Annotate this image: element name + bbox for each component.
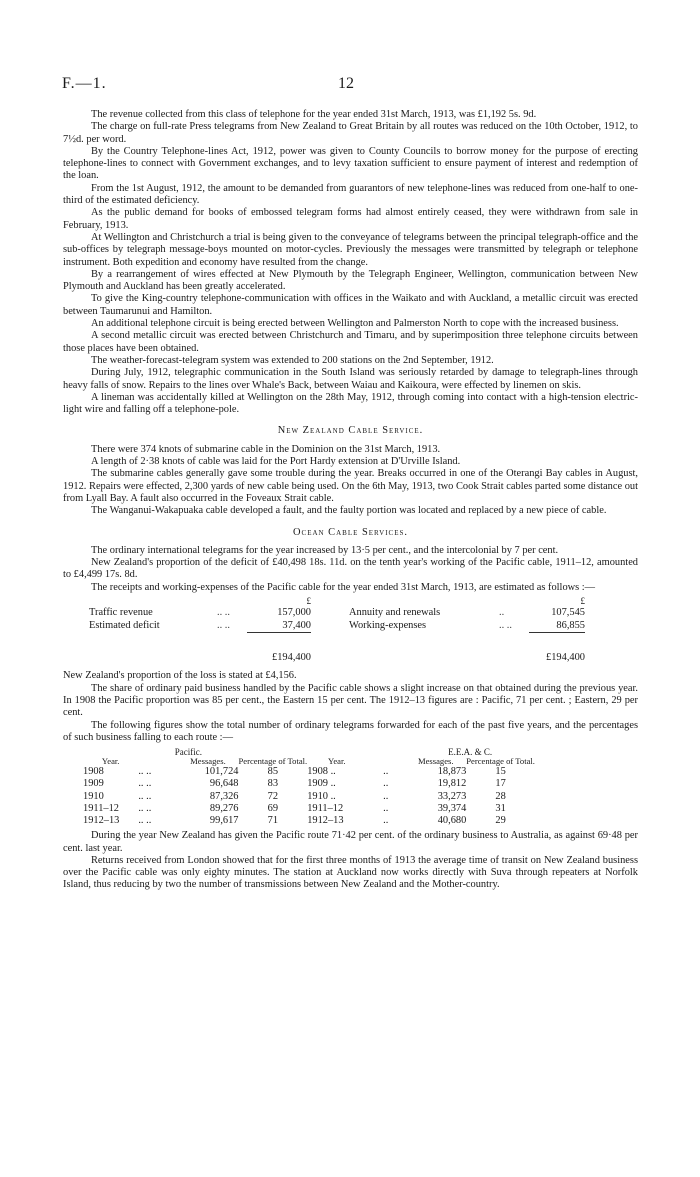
paragraph: The receipts and working-expenses of the Pacific cable for the year ended 31st March, 1913, are estimated as follows :— bbox=[91, 581, 596, 593]
percentage-cell: 28 bbox=[495, 790, 506, 802]
table-row bbox=[83, 778, 648, 790]
percentage-cell: 31 bbox=[495, 802, 506, 814]
column-header-percentage: Percentage of Total. bbox=[238, 756, 308, 767]
paragraph: Returns received from London showed that for the first three months of 1913 the average time of transit on New Zealand business over the Pacific cable was only eighty minutes. The station at Auckland now works directly with Suva through repeaters at Norfolk Island, thus reducing by two the number of transmissions between New Zealand and the Mother-country. bbox=[63, 854, 638, 891]
year-cell: 1912–13 bbox=[83, 815, 120, 827]
table-row bbox=[89, 607, 635, 620]
paragraph: The weather-forecast-telegram system was extended to 200 stations on the 2nd September, 1912. bbox=[91, 354, 494, 366]
column-header-messages: Messages. bbox=[417, 756, 454, 767]
column-header-messages: Messages. bbox=[190, 756, 226, 767]
paragraph: By the Country Telephone-lines Act, 1912, power was given to County Councils to borrow money for the purpose of erecting telephone-lines to connect with Government exchanges, and to levy taxation sufficient to ensure payment of interest and redemption of the loan. bbox=[63, 145, 638, 182]
year-cell: 1909 .. bbox=[307, 778, 336, 790]
leader-dots: .. .. bbox=[217, 620, 230, 632]
table-row bbox=[89, 620, 635, 633]
percentage-cell: 69 bbox=[267, 802, 279, 814]
leader-dots: .. bbox=[383, 802, 389, 814]
estimate-value: 157,000 bbox=[277, 607, 311, 619]
estimate-label: Estimated deficit bbox=[89, 620, 160, 632]
year-cell: 1911–12 bbox=[307, 802, 344, 814]
year-cell: 1911–12 bbox=[83, 802, 119, 814]
paragraph: A lineman was accidentally killed at Wellington on the 28th May, 1912, through coming into contact with a high-tension electric-light wire and falling off a telephone-pole. bbox=[63, 391, 638, 416]
paragraph: The share of ordinary paid business handled by the Pacific cable shows a slight increase on that obtained during the previous year. In 1908 the Pacific proportion was 85 per cent., the Eastern 15 per cent. The 1912–13 figures are : Pacific, 71 per cent. ; Eastern, 29 per cent. bbox=[63, 682, 638, 719]
paragraph: The Wanganui-Wakapuaka cable developed a fault, and the faulty portion was located and replaced by a new piece of cable. bbox=[91, 505, 607, 517]
group-heading-pacific: Pacific. bbox=[174, 747, 203, 758]
pacific-cable-estimates-table bbox=[89, 595, 635, 665]
estimate-value: 86,855 bbox=[556, 619, 585, 631]
estimate-label: Working-expenses bbox=[349, 620, 427, 632]
leader-dots: .. .. bbox=[217, 607, 230, 619]
year-cell: 1909 bbox=[83, 778, 104, 790]
table-row bbox=[83, 791, 648, 803]
messages-cell: 39,374 bbox=[437, 802, 467, 814]
percentage-cell: 72 bbox=[267, 790, 279, 802]
estimate-label: Traffic revenue bbox=[89, 607, 153, 619]
paragraph: The charge on full-rate Press telegrams from New Zealand to Great Britain by all routes was reduced on the 10th October, 1912, to 7½d. per word. bbox=[63, 121, 638, 145]
leader-dots: .. bbox=[383, 815, 389, 827]
estimate-total: £194,400 bbox=[546, 651, 585, 663]
estimate-total: £194,400 bbox=[272, 651, 311, 663]
leader-dots: .. bbox=[499, 607, 505, 619]
messages-cell: 89,276 bbox=[209, 802, 239, 814]
group-heading-eastern: E.E.A. & C. bbox=[448, 747, 493, 758]
paragraph: The following figures show the total number of ordinary telegrams forwarded for each of the past five years, and the percentages of such business falling to each route :— bbox=[63, 719, 638, 743]
paragraph: A length of 2·38 knots of cable was laid for the Port Hardy extension at D'Urville Island. bbox=[91, 456, 461, 468]
paragraph: A second metallic circuit was erected between Christchurch and Timaru, and by superimposition three telephone circuits between those places have been obtained. bbox=[63, 330, 638, 354]
messages-cell: 96,648 bbox=[209, 778, 239, 790]
year-cell: 1912–13 bbox=[307, 815, 344, 827]
percentage-cell: 83 bbox=[267, 778, 279, 790]
messages-cell: 19,812 bbox=[437, 778, 467, 790]
currency-symbol: £ bbox=[306, 595, 311, 606]
paragraph: To give the King-country telephone-communication with offices in the Waikato and with Auckland, a metallic circuit was erected between Taumarunui and Hamilton. bbox=[63, 293, 638, 317]
leader-dots: .. .. bbox=[138, 778, 152, 790]
paragraph: At Wellington and Christchurch a trial is being given to the conveyance of telegrams between the principal telegraph-office and the sub-offices by telegraph message-boys mounted on motor-cycles. Previously the messages were transmitted by telegraph or telephone instrument. Both expedition and economy have resulted from the change. bbox=[63, 231, 638, 268]
percentage-cell: 85 bbox=[267, 766, 279, 778]
table-column-header bbox=[83, 757, 648, 766]
currency-row bbox=[89, 595, 635, 608]
messages-cell: 18,873 bbox=[437, 766, 467, 778]
year-cell: 1908 .. bbox=[307, 766, 336, 778]
estimate-value: 37,400 bbox=[282, 619, 311, 631]
leader-dots: .. bbox=[383, 778, 389, 790]
estimate-value: 107,545 bbox=[551, 607, 585, 619]
paragraph: New Zealand's proportion of the loss is stated at £4,156. bbox=[63, 670, 297, 682]
table-row bbox=[83, 766, 648, 778]
page-number: 12 bbox=[338, 75, 354, 92]
total-row bbox=[89, 646, 635, 665]
percentage-cell: 15 bbox=[495, 766, 506, 778]
leader-dots: .. bbox=[383, 790, 389, 802]
paragraph: There were 374 knots of submarine cable in the Dominion on the 31st March, 1913. bbox=[91, 443, 441, 455]
paragraph: From the 1st August, 1912, the amount to be demanded from guarantors of new telephone-lines was reduced from one-half to one-third of the estimated deficiency. bbox=[63, 182, 638, 207]
section-heading-cable-service: New Zealand Cable Service. bbox=[277, 425, 424, 437]
messages-cell: 33,273 bbox=[437, 790, 467, 802]
table-group-header bbox=[83, 747, 648, 757]
percentage-cell: 17 bbox=[495, 778, 506, 790]
paragraph: The submarine cables generally gave some trouble during the year. Breaks occurred in one of the Oterangi Bay cables in August, 1912. Repairs were effected, 2,300 yards of new cable being used. On the 6th May, 1913, two Cook Strait cables parted some distance out from Lyall Bay. A fault also occurred in the Foveaux Strait cable. bbox=[63, 468, 638, 504]
year-cell: 1910 bbox=[83, 790, 104, 802]
leader-dots: .. .. bbox=[138, 815, 152, 827]
leader-dots: .. bbox=[383, 766, 389, 778]
rule-row bbox=[89, 633, 635, 646]
year-cell: 1908 bbox=[83, 766, 104, 778]
messages-cell: 40,680 bbox=[437, 815, 467, 827]
paragraph: As the public demand for books of embossed telegram forms had almost entirely ceased, they were withdrawn from sale in February, 1913. bbox=[63, 207, 638, 231]
messages-cell: 101,724 bbox=[204, 766, 239, 778]
leader-dots: .. .. bbox=[499, 620, 512, 632]
section-heading-ocean-cable: Ocean Cable Services. bbox=[293, 526, 408, 538]
year-cell: 1910 .. bbox=[307, 790, 336, 802]
column-header-year: Year. bbox=[101, 756, 120, 767]
paragraph: By a rearrangement of wires effected at New Plymouth by the Telegraph Engineer, Wellington, communication between New Plymouth and Auckland has been greatly accelerated. bbox=[63, 268, 638, 293]
paragraph: An additional telephone circuit is being erected between Wellington and Palmerston North to cope with the increased business. bbox=[91, 318, 619, 330]
paragraph: During July, 1912, telegraphic communication in the South Island was seriously retarded by damage to telegraph-lines through heavy falls of snow. Repairs to the lines over Whale's Back, between Waiau and Kaikoura, were effected by linemen on skis. bbox=[63, 367, 638, 391]
column-header-year: Year. bbox=[328, 756, 346, 767]
percentage-cell: 29 bbox=[495, 815, 506, 827]
messages-cell: 99,617 bbox=[209, 815, 239, 827]
table-row bbox=[83, 815, 648, 827]
leader-dots: .. .. bbox=[138, 802, 152, 814]
leader-dots: .. .. bbox=[138, 790, 152, 802]
route-traffic-table bbox=[83, 747, 648, 827]
parliamentary-paper-code: F.—1. bbox=[62, 75, 107, 92]
paragraph: The ordinary international telegrams for the year increased by 13·5 per cent., and the intercolonial by 7 per cent. bbox=[91, 544, 559, 556]
paragraph: New Zealand's proportion of the deficit of £40,498 18s. 11d. on the tenth year's working of the Pacific cable, 1911–12, amounted to £4,499 17s. 8d. bbox=[63, 557, 638, 581]
leader-dots: .. .. bbox=[138, 766, 152, 778]
table-row bbox=[83, 803, 648, 815]
percentage-cell: 71 bbox=[267, 815, 279, 827]
messages-cell: 87,326 bbox=[209, 790, 239, 802]
currency-symbol: £ bbox=[580, 595, 585, 606]
column-header-percentage: Percentage of Total. bbox=[466, 756, 535, 767]
paragraph: The revenue collected from this class of telephone for the year ended 31st March, 1913, was £1,192 5s. 9d. bbox=[91, 109, 537, 120]
document-body bbox=[63, 109, 638, 892]
estimate-label: Annuity and renewals bbox=[349, 607, 441, 619]
paragraph: During the year New Zealand has given the Pacific route 71·42 per cent. of the ordinary business to Australia, as against 69·48 per cent. last year. bbox=[63, 830, 638, 854]
